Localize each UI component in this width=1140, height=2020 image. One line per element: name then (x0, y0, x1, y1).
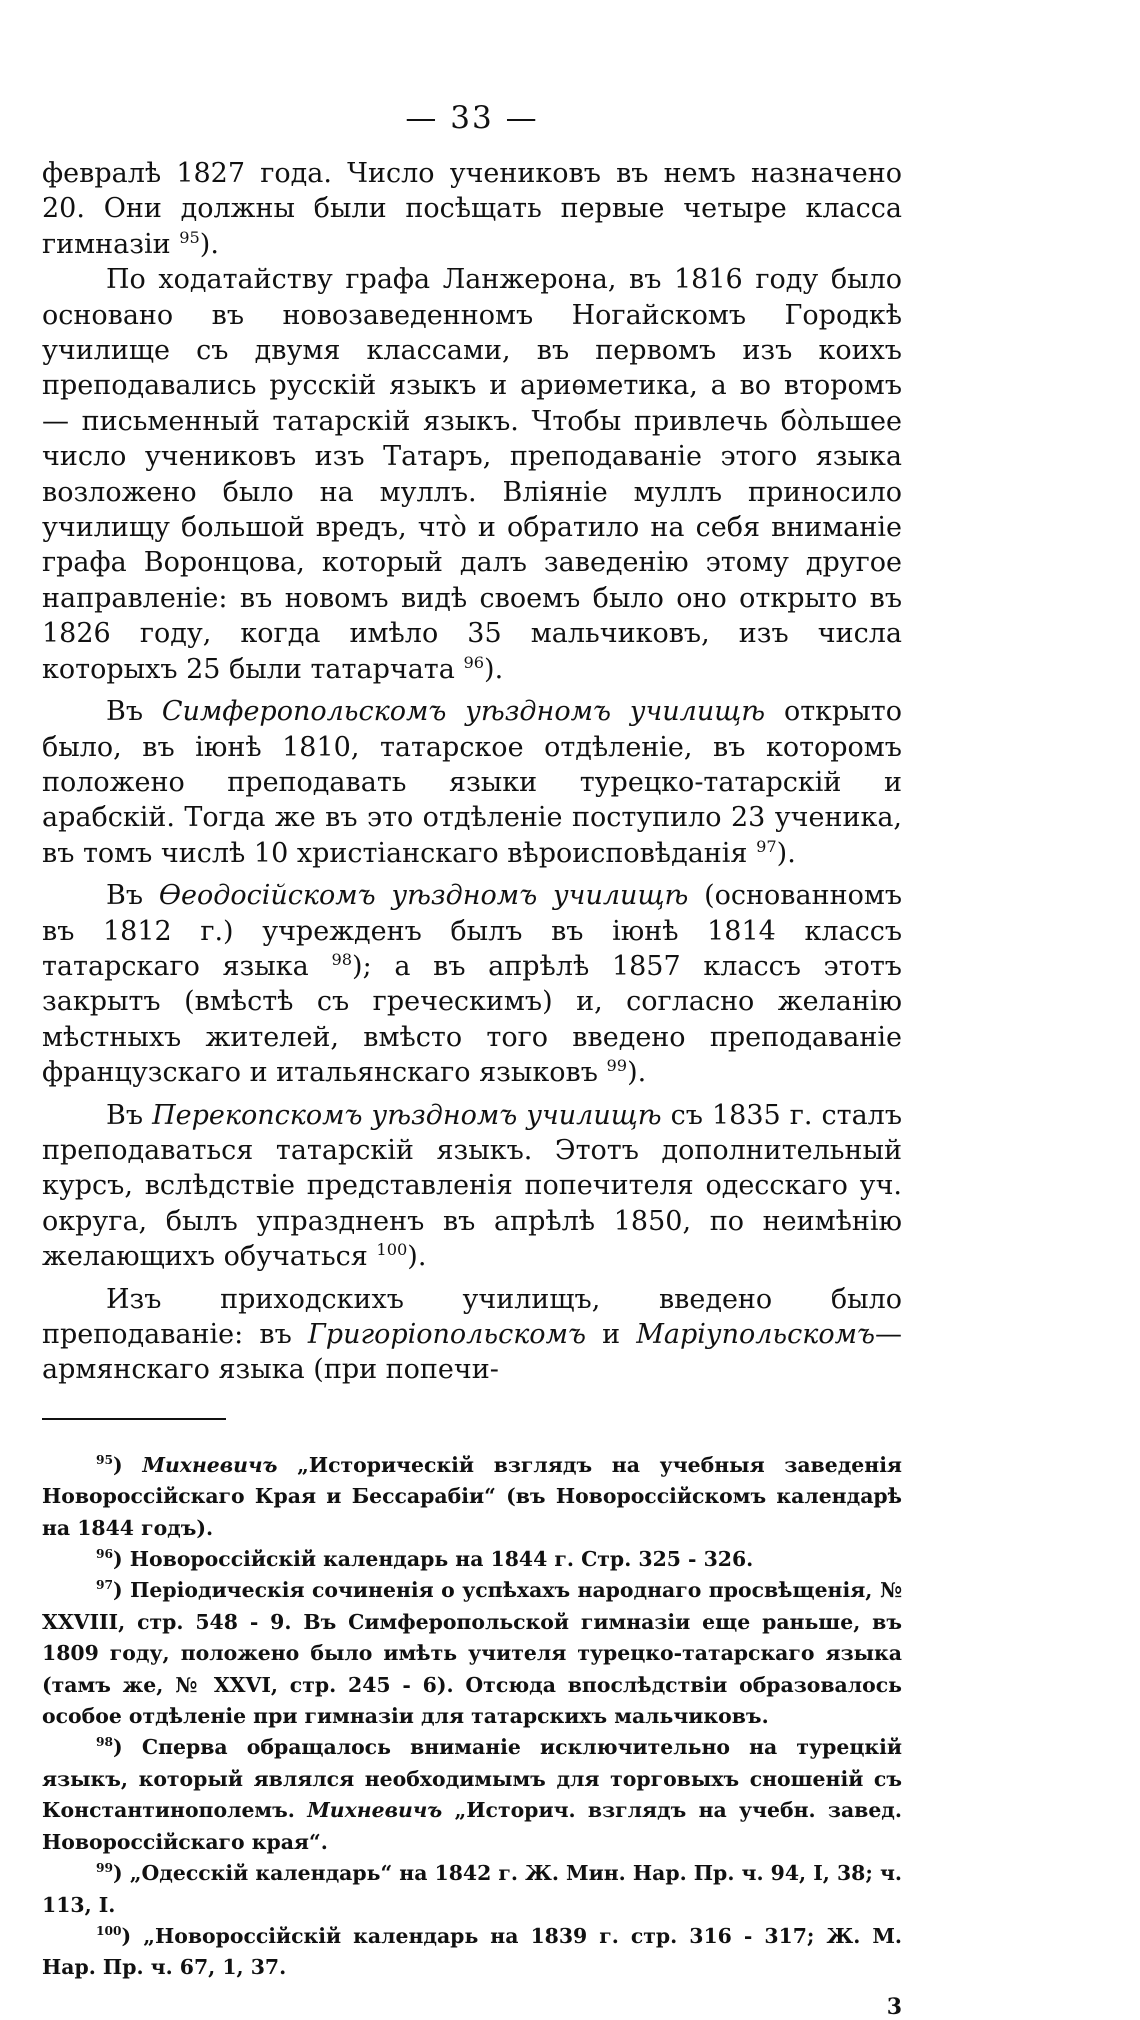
footnote-100: $^{100}$) „Новороссійскій календарь на 1839 г. стр. 316 - 317; Ж. М. Нар. Пр. ч. 67, 1, 37. (42, 1923, 902, 1980)
footnote-number: 95 (96, 1453, 114, 1468)
footnote-number: 99 (96, 1861, 114, 1876)
footnote-text: „Историческій взглядъ на учебныя заведенія Новороссійскаго Края и Бессарабіи“ (въ Новороссійскомъ календарѣ на 1844 годъ). (42, 1452, 902, 1540)
body-text (42, 156, 902, 1388)
footnote-96: $^{96}$) Новороссійскій календарь на 1844 г. Стр. 325 - 326. (96, 1547, 754, 1572)
footnote-ref: 99 (606, 1056, 628, 1076)
paragraph-lead: Въ (106, 1099, 153, 1131)
school-name: Симферопольскомъ уѣздномъ училищѣ (161, 696, 766, 728)
paragraph-0 (42, 156, 902, 262)
footnote-text: Сперва обращалось вниманіе исключительно на турецкій языкъ, который являлся необходимымъ для торговыхъ сношеній съ Константинополемъ. (42, 1735, 902, 1823)
footnote-ref: 96 (463, 652, 485, 672)
paragraph-tail: ). (407, 1241, 427, 1273)
school-name: Григоріопольскомъ (307, 1319, 586, 1350)
paragraph-1 (42, 262, 902, 687)
footnote-number: 97 (96, 1578, 114, 1593)
page (42, 100, 902, 2020)
paragraph-tail: —армянскаго языка (при попечи- (42, 1319, 902, 1386)
paragraph-mid: и (585, 1319, 637, 1350)
paragraph-text: февралѣ 1827 года. Число учениковъ въ немъ назначено 20. Они должны были посѣщать первые четыре класса гимназіи (42, 158, 902, 260)
paragraph-text: съ 1835 г. сталъ преподаваться татарскій языкъ. Этотъ дополнительный курсъ, вслѣдствіе представленія попечителя одесскаго уч. округа, былъ упраздненъ въ апрѣлѣ 1850, по неимѣнію желающихъ обучаться (42, 1099, 902, 1273)
footnote-text: „Одесскій календарь“ на 1842 г. Ж. Мин. Нар. Пр. ч. 94, I, 38; ч. 113, I. (42, 1861, 902, 1917)
paragraph-tail: ). (484, 653, 504, 685)
footnote-divider (42, 1418, 226, 1420)
footnote-text-2: „Историч. взглядъ на учебн. завед. Новороссійскаго края“. (42, 1798, 902, 1854)
paragraph-tail: ). (776, 837, 796, 869)
page-number: — 33 — (405, 100, 539, 136)
footnote-author: Михневичъ (142, 1452, 278, 1477)
footnotes (42, 1450, 902, 1984)
school-name: Перекопскомъ уѣздномъ училищѣ (152, 1099, 662, 1131)
school-name: Ѳеодосійскомъ уѣздномъ училищѣ (158, 880, 689, 912)
footnote-author: Михневичъ (307, 1798, 443, 1823)
footnote-97: $^{97}$) Періодическія сочиненія о успѣхахъ народнаго просвѣщенія, № XXVIII, стр. 548 - 9. Въ Симферопольской гимназіи еще раньше, въ 1809 году, положено было имѣть учителя турецко-татарскаго языка (тамъ же, № XXVI, стр. 245 - 6). Отсюда впослѣдствіи образовалось особое отдѣленіе при гимназіи для татарскихъ мальчиковъ. (42, 1578, 902, 1729)
paragraph-text: Изъ приходскихъ училищъ, введено было преподаваніе: въ (42, 1283, 902, 1350)
paragraph-3 (42, 878, 902, 1090)
footnote-ref: 97 (756, 836, 777, 856)
footnote-ref: 95 (179, 227, 200, 247)
paragraph-lead: Въ (106, 696, 162, 728)
footnote-ref: 100 (376, 1240, 408, 1260)
footnote-99: $^{99}$) „Одесскій календарь“ на 1842 г. Ж. Мин. Нар. Пр. ч. 94, I, 38; ч. 113, I. (42, 1861, 902, 1917)
paragraph-tail: ). (627, 1057, 647, 1089)
signature-mark: 3 (886, 1993, 902, 2020)
paragraph-lead: Въ (106, 880, 159, 912)
footnote-98: $^{98}$) Сперва обращалось вниманіе исключительно на турецкій языкъ, который являлся необходимымъ для торговыхъ сношеній съ Константинополемъ. Михневичъ „Историч. взглядъ на учебн. завед. Новороссійскаго края“. (42, 1735, 902, 1854)
paragraph-2 (42, 694, 902, 871)
footnote-text: „Новороссійскій календарь на 1839 г. стр. 316 - 317; Ж. М. Нар. Пр. ч. 67, 1, 37. (42, 1923, 902, 1980)
footnote-ref: 98 (331, 949, 353, 969)
footnote-text: Новороссійскій календарь на 1844 г. Стр. 325 - 326. (129, 1547, 754, 1572)
paragraph-4 (42, 1098, 902, 1275)
paragraph-text: По ходатайству графа Ланжерона, въ 1816 году было основано въ новозаведенномъ Ногайскомъ Городкѣ училище съ двумя классами, въ первомъ изъ коихъ преподавались русскій языкъ и ариѳметика, а во второмъ — письменный татарскій языкъ. Чтобы привлечь бо̀льшее число учениковъ изъ Татаръ, преподаваніе этого языка возложено было на муллъ. Вліяніе муллъ приносило училищу большой вредъ, что̀ и обратило на себя вниманіе графа Воронцова, который далъ заведенію этому другое направленіе: въ новомъ видѣ своемъ было оно открыто въ 1826 году, когда имѣло 35 мальчиковъ, изъ числа которыхъ 25 были татарчата (42, 264, 902, 685)
paragraph-tail: ). (199, 228, 219, 260)
paragraph-5 (42, 1282, 902, 1388)
footnote-text: Періодическія сочиненія о успѣхахъ народнаго просвѣщенія, № XXVIII, стр. 548 - 9. Въ Симферопольской гимназіи еще раньше, въ 1809 году, положено было имѣть учителя турецко-татарскаго языка (тамъ же, № XXVI, стр. 245 - 6). Отсюда впослѣдствіи образовалось особое отдѣленіе при гимназіи для татарскихъ мальчиковъ. (42, 1578, 902, 1729)
paragraph-text: открыто было, въ іюнѣ 1810, татарское отдѣленіе, въ которомъ положено преподавать языки турецко-татарскій и арабскій. Тогда же въ это отдѣленіе поступило 23 ученика, въ томъ числѣ 10 христіанскаго вѣроисповѣданія (42, 696, 902, 869)
paragraph-text-2: ); а въ апрѣлѣ 1857 классъ этотъ закрытъ (вмѣстѣ съ греческимъ) и, согласно желанію мѣстныхъ жителей, вмѣсто того введено преподаваніе французскаго и итальянскаго языковъ (42, 950, 902, 1089)
footnote-number: 98 (96, 1735, 114, 1750)
footnote-number: 96 (96, 1547, 114, 1562)
footnote-95: $^{95}$) Михневичъ „Историческій взглядъ на учебныя заведенія Новороссійскаго Края и Бессарабіи“ (въ Новороссійскомъ календарѣ на 1844 годъ). (42, 1452, 902, 1540)
paragraph-text: (основанномъ въ 1812 г.) учрежденъ былъ въ іюнѣ 1814 классъ татарскаго языка (42, 880, 903, 982)
footnote-number: 100 (96, 1924, 122, 1939)
school-name: Маріупольскомъ (636, 1319, 875, 1350)
